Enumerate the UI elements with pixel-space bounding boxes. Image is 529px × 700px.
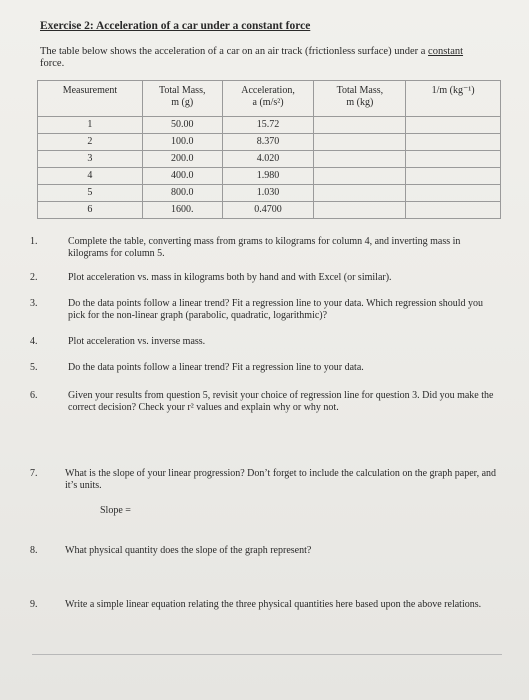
- mass-g-cell: 100.0: [142, 134, 222, 151]
- mass-g-cell: 400.0: [142, 168, 222, 185]
- header-measurement: Measurement: [38, 81, 143, 117]
- mass-g-cell: 50.00: [142, 117, 222, 134]
- question-number: 9.: [30, 599, 38, 610]
- header-mass-g: Total Mass, m (g): [142, 81, 222, 117]
- question-number: 1.: [30, 236, 38, 247]
- slope-label: Slope =: [100, 505, 131, 516]
- question-number: 3.: [30, 298, 38, 309]
- measurement-cell: 4: [38, 168, 143, 185]
- mass-kg-cell[interactable]: [314, 117, 406, 134]
- header-acceleration: Acceleration, a (m/s²): [222, 81, 314, 117]
- question-number: 2.: [30, 272, 38, 283]
- acceleration-cell: 1.030: [222, 185, 314, 202]
- question-text: What is the slope of your linear progression? Don’t forget to include the calculation on the graph paper, and it’s units.: [65, 468, 497, 491]
- inverse-mass-cell[interactable]: [406, 151, 501, 168]
- mass-g-cell: 200.0: [142, 151, 222, 168]
- mass-kg-cell[interactable]: [314, 202, 406, 219]
- mass-g-cell: 1600.: [142, 202, 222, 219]
- acceleration-cell: 15.72: [222, 117, 314, 134]
- question-number: 7.: [30, 468, 38, 479]
- acceleration-cell: 8.370: [222, 134, 314, 151]
- acceleration-cell: 1.980: [222, 168, 314, 185]
- measurement-cell: 5: [38, 185, 143, 202]
- mass-kg-cell[interactable]: [314, 168, 406, 185]
- acceleration-cell: 0.4700: [222, 202, 314, 219]
- table-row: [38, 202, 501, 219]
- question-text: Write a simple linear equation relating the three physical quantities here based upon the above relations.: [65, 599, 482, 610]
- question-text: Given your results from question 5, revisit your choice of regression line for question 3. Did you make the correct decision? Check your r² values and explain why or why not.: [68, 390, 494, 413]
- inverse-mass-cell[interactable]: [406, 202, 501, 219]
- measurement-cell: 1: [38, 117, 143, 134]
- answer-line: [32, 654, 502, 655]
- measurement-cell: 3: [38, 151, 143, 168]
- intro-text: The table below shows the acceleration of a car on an air track (frictionless surface) under a: [40, 46, 429, 57]
- header-mass-kg: Total Mass, m (kg): [314, 81, 406, 117]
- measurement-cell: 6: [38, 202, 143, 219]
- question-text: Do the data points follow a linear trend? Fit a regression line to your data. Which regression should you pick for the non-linear graph (parabolic, quadratic, logarithmic)?: [68, 298, 483, 321]
- question-text: Do the data points follow a linear trend? Fit a regression line to your data.: [68, 362, 364, 373]
- question-text: Complete the table, converting mass from grams to kilograms for column 4, and inverting mass in kilograms for column 5.: [68, 236, 461, 259]
- intro-end: force.: [40, 58, 65, 69]
- question-text: Plot acceleration vs. mass in kilograms both by hand and with Excel (or similar).: [68, 272, 392, 283]
- question-number: 6.: [30, 390, 38, 401]
- mass-kg-cell[interactable]: [314, 185, 406, 202]
- inverse-mass-cell[interactable]: [406, 117, 501, 134]
- question-text: What physical quantity does the slope of the graph represent?: [65, 545, 312, 556]
- question-number: 8.: [30, 545, 38, 556]
- inverse-mass-cell[interactable]: [406, 168, 501, 185]
- header-inverse-mass: 1/m (kg⁻¹): [406, 81, 501, 117]
- table-row: [38, 117, 501, 134]
- intro-underlined: constant: [428, 46, 464, 57]
- table-header-row: [38, 81, 501, 117]
- intro-paragraph: [40, 46, 500, 70]
- table-row: [38, 151, 501, 168]
- inverse-mass-cell[interactable]: [406, 185, 501, 202]
- acceleration-cell: 4.020: [222, 151, 314, 168]
- mass-kg-cell[interactable]: [314, 151, 406, 168]
- question-number: 4.: [30, 336, 38, 347]
- mass-g-cell: 800.0: [142, 185, 222, 202]
- inverse-mass-cell[interactable]: [406, 134, 501, 151]
- table-row: [38, 185, 501, 202]
- mass-kg-cell[interactable]: [314, 134, 406, 151]
- exercise-title: Exercise 2: Acceleration of a car under a constant force: [40, 20, 311, 32]
- table-row: [38, 134, 501, 151]
- measurement-cell: 2: [38, 134, 143, 151]
- table-row: [38, 168, 501, 185]
- data-table: [37, 80, 501, 219]
- question-text: Plot acceleration vs. inverse mass.: [68, 336, 206, 347]
- question-number: 5.: [30, 362, 38, 373]
